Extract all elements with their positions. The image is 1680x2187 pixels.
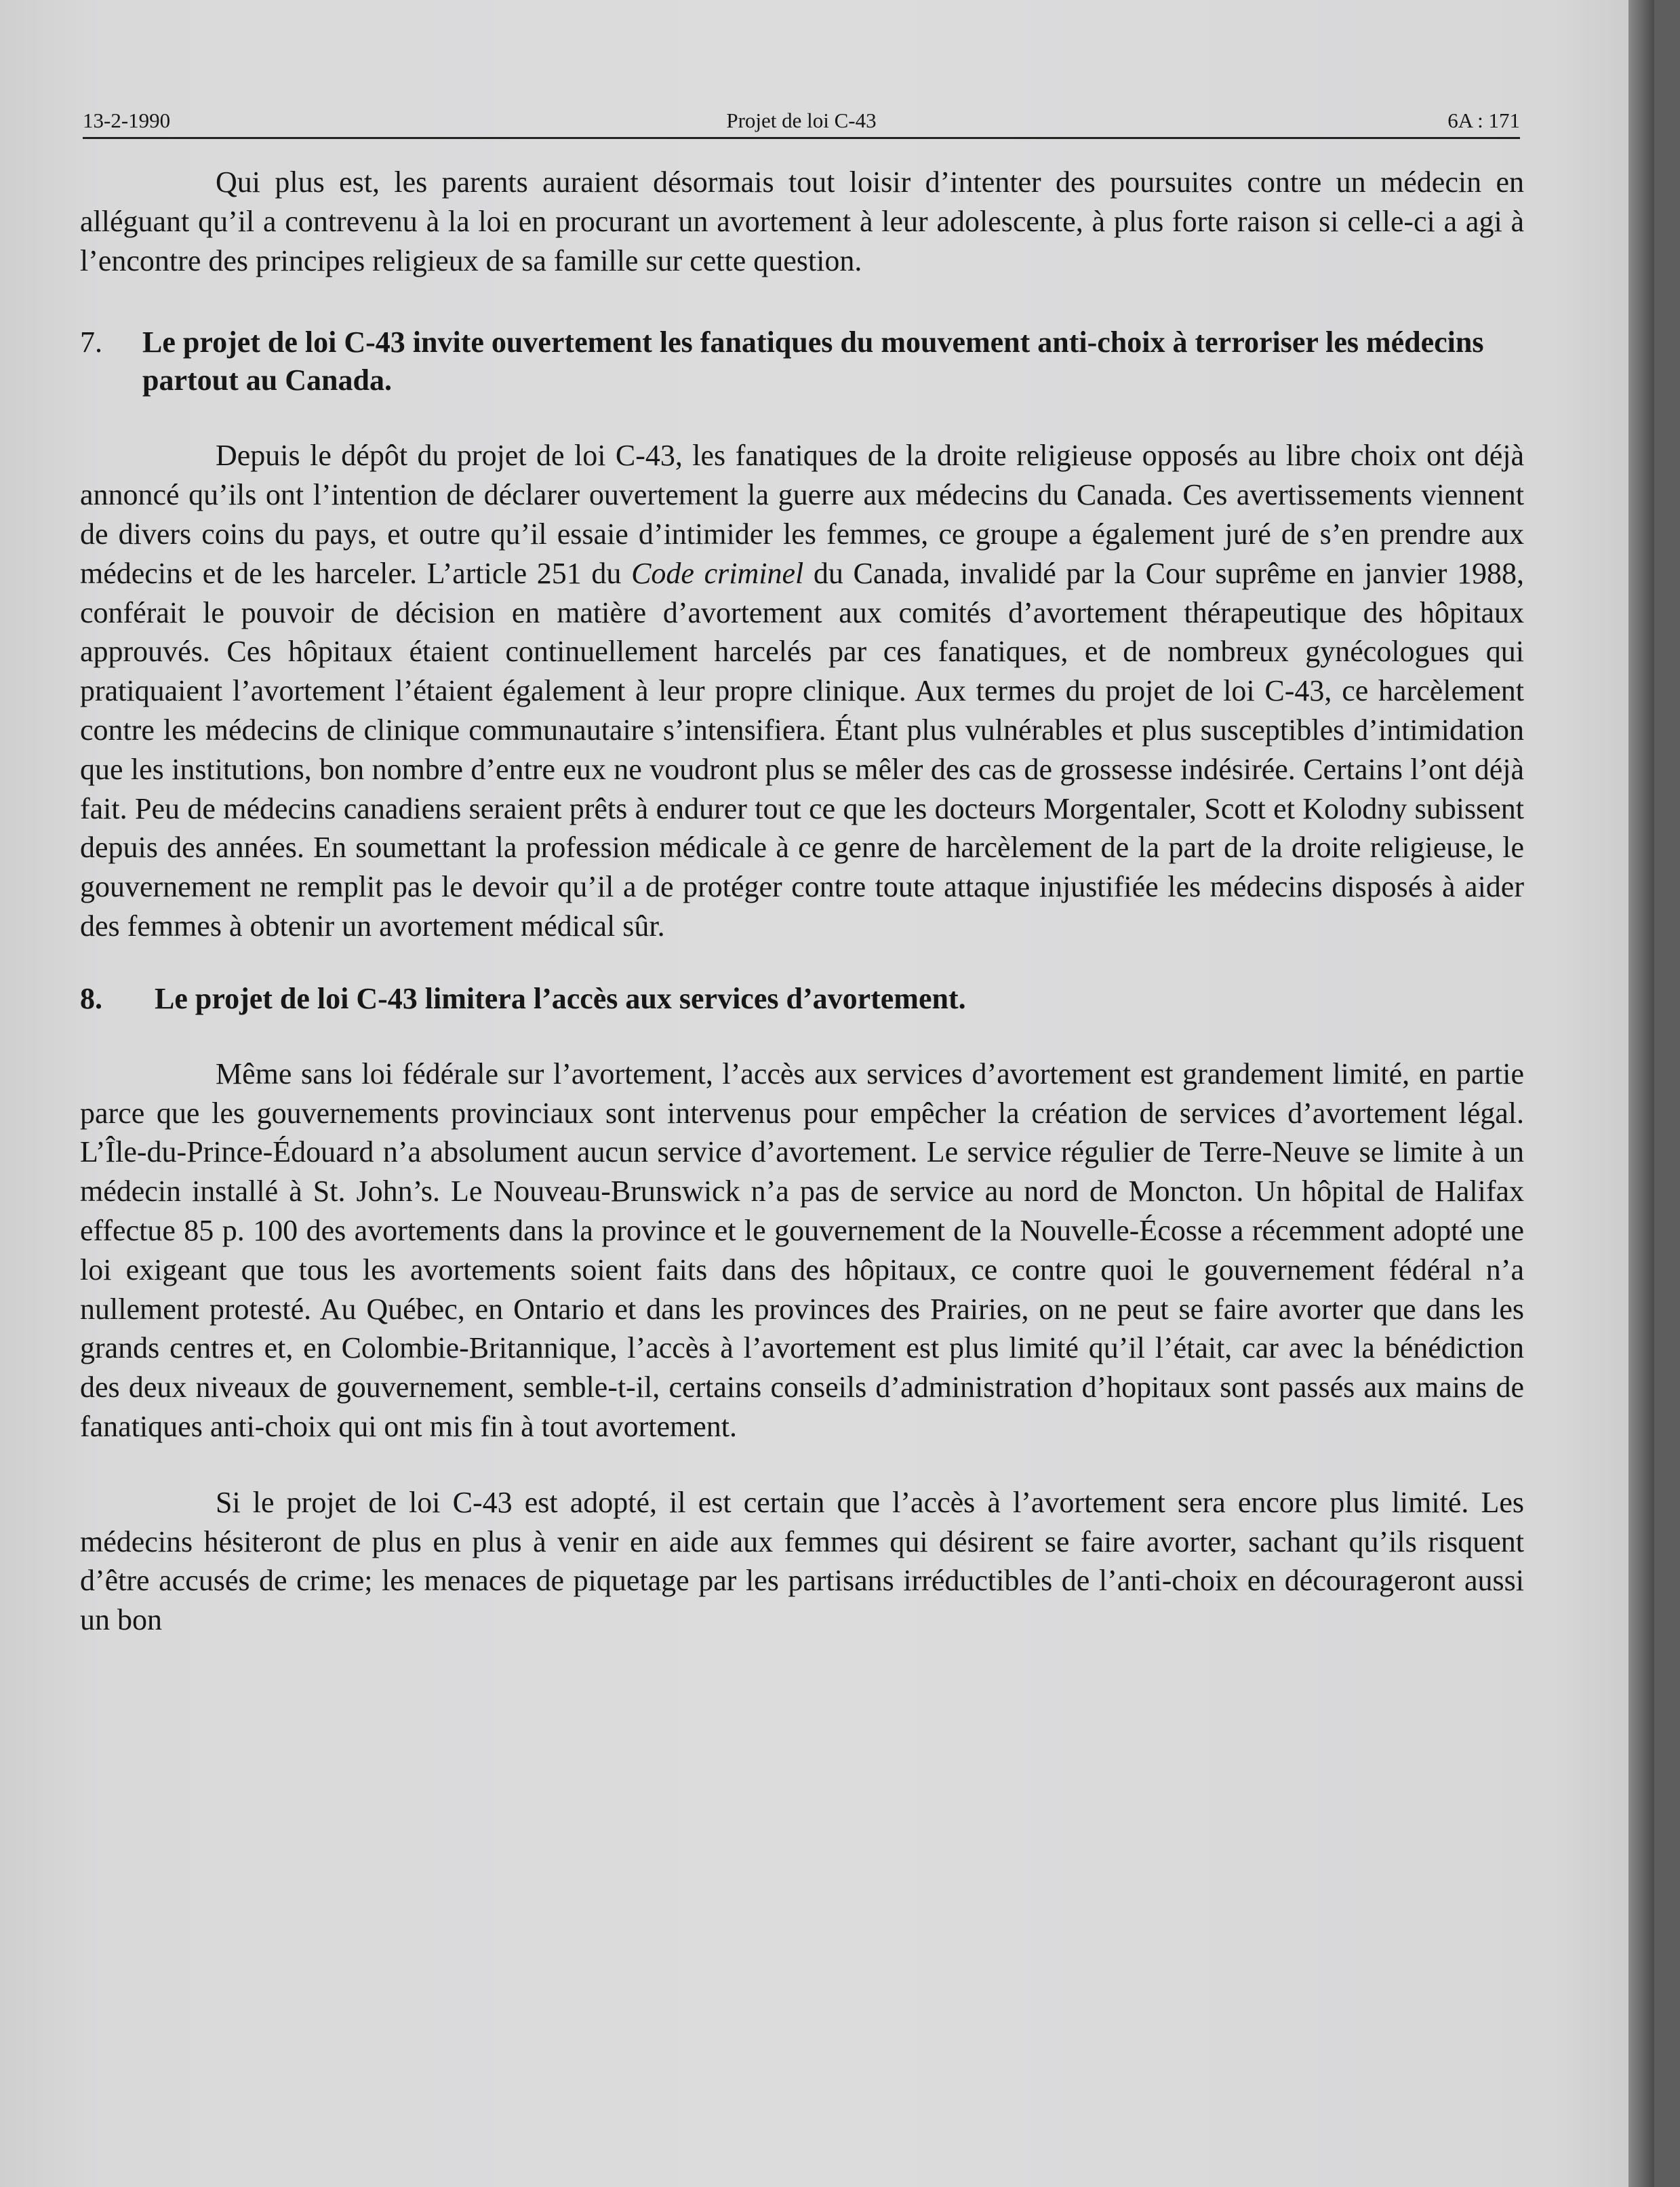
header-date: 13-2-1990: [83, 109, 171, 132]
paragraph-if-adopted: Si le projet de loi C-43 est adopté, il est certain que l’accès à l’avortement sera encore plus limité. Les médecins hésiteront de plus en plus à venir en aide aux femmes qui désirent se faire avorter, sachant qu’ils risquent d’être accusés de crime; les menaces de piquetage par les partisans irréductibles de l’anti-choix en décourageront aussi un bon: [80, 1485, 1524, 1637]
page-edge-shadow: [1628, 0, 1654, 2187]
section-title: Le projet de loi C-43 invite ouvertement les fanatiques du mouvement anti-choix à terroriser les médecins partout au Canada.: [142, 326, 1484, 397]
section-number: 8.: [80, 981, 102, 1015]
section-number: 7.: [80, 326, 102, 359]
section-heading-8: [80, 980, 1524, 1018]
section-title: Le projet de loi C-43 limitera l’accès aux services d’avortement.: [155, 981, 966, 1015]
paragraph-parents-lawsuits: Qui plus est, les parents auraient désormais tout loisir d’intenter des poursuites contre un médecin en alléguant qu’il a contrevenu à la loi en procurant un avortement à leur adolescente, à plus forte raison si celle-ci a agi à l’encontre des principes religieux de sa famille sur cette question.: [80, 165, 1524, 277]
header-page-number: 6A : 171: [1447, 109, 1520, 132]
italic-title: Code criminel: [631, 556, 804, 590]
text-run: du Canada, invalidé par la Cour suprême en janvier 1988, conférait le pouvoir de décision en matière d’avortement aux comités d’avortement thérapeutique des hôpitaux approuvés. Ces hôpitaux étaient continuellement harcelés par ces fanatiques, et de nombreux gynécologues qui pratiquaient l’avortement l’étaient également à leur propre clinique. Aux termes du projet de loi C-43, ce harcèlement contre les médecins de clinique communautaire s’intensifiera. Étant plus vulnérables et plus susceptibles d’intimidation que les institutions, bon nombre d’entre eux ne voudront plus se mêler des cas de grossesse indésirée. Certains l’ont déjà fait. Peu de médecins canadiens seraient prêts à endurer tout ce que les docteurs Morgentaler, Scott et Kolodny subissent depuis des années. En soumettant la profession médicale à ce genre de harcèlement de la part de la droite religieuse, le gouvernement ne remplit pas le devoir qu’il a de protéger contre toute attaque injustifiée les médecins disposés à aider des femmes à obtenir un avortement médical sûr.: [80, 556, 1524, 943]
paragraph-limited-access: Même sans loi fédérale sur l’avortement, l’accès aux services d’avortement est grandement limité, en partie parce que les gouvernements provinciaux sont intervenus pour empêcher la création de services d’avortement légal. L’Île-du-Prince-Édouard n’a absolument aucun service d’avortement. Le service régulier de Terre-Neuve se limite à un médecin installé à St. John’s. Le Nouveau-Brunswick n’a pas de service au nord de Moncton. Un hôpital de Halifax effectue 85 p. 100 des avortements dans la province et le gouvernement de la Nouvelle-Écosse a récemment adopté une loi exigeant que tous les avortements soient faits dans des hôpitaux, ce contre quoi le gouvernement fédéral n’a nullement protesté. Au Québec, en Ontario et dans les provinces des Prairies, on ne peut se faire avorter que dans les grands centres et, en Colombie-Britannique, l’accès à l’avortement est plus limité qu’il l’était, car avec la bénédiction des deux niveaux de gouvernement, semble-t-il, certains conseils d’administration d’hopitaux sont passés aux mains de fanatiques anti-choix qui ont mis fin à tout avortement.: [80, 1057, 1524, 1443]
section-heading-7: [80, 323, 1524, 399]
text-run: Depuis le dépôt du projet de loi C-43, les fanatiques de la droite religieuse opposés au libre choix ont déjà annoncé qu’ils ont l’intention de déclarer ouvertement la guerre aux médecins du Canada. Ces avertissements viennent de divers coins du pays, et outre qu’il essaie d’intimider les femmes, ce groupe a également juré de s’en prendre aux médecins et de les harceler. L’article 251 du: [80, 439, 1524, 590]
page-header: [83, 106, 1520, 139]
paragraph-harassment-of-doctors: [80, 436, 1524, 945]
header-title: Projet de loi C-43: [726, 109, 877, 132]
page-body: [80, 163, 1524, 1640]
